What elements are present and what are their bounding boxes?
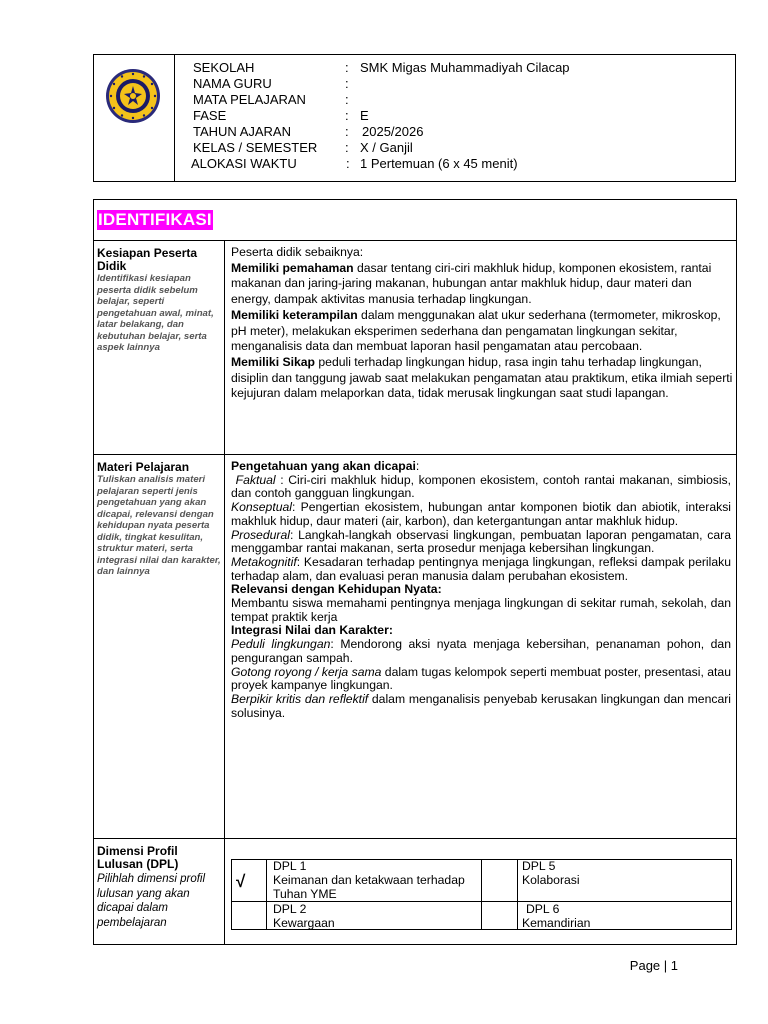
divider	[93, 240, 737, 241]
dpl-5-code: DPL 5	[522, 859, 556, 873]
header-row-value: 1 Pertemuan (6 x 45 menit)	[360, 156, 518, 171]
dpl-2-code: DPL 2	[273, 902, 307, 916]
header-row-colon: :	[345, 124, 349, 139]
kesiapan-point-3	[231, 355, 734, 402]
dpl-col-divider	[266, 859, 267, 930]
materi-relevansi: Membantu siswa memahami pentingnya menjaga lingkungan di sekitar rumah, sekolah, dan tempat praktik kerja	[231, 596, 731, 624]
header-row-label: FASE	[193, 108, 227, 123]
faktual-text: : Ciri-ciri makhluk hidup, komponen ekosistem, contoh rantai makanan, simbiosis, dan contoh gangguan lingkungan.	[231, 472, 732, 501]
dpl-2-name: Kewargaan	[273, 916, 335, 930]
school-logo-icon	[105, 68, 161, 124]
dpl-5-name: Kolaborasi	[522, 873, 580, 887]
dpl-1-name: Keimanan dan ketakwaan terhadap Tuhan YME	[273, 873, 465, 901]
konseptual-label: Konseptual	[231, 500, 292, 515]
kesiapan-point-1-heading: Memiliki pemahaman	[231, 260, 354, 275]
materi-heading-pengetahuan	[231, 460, 731, 474]
kesiapan-point-3-heading: Memiliki Sikap	[231, 354, 315, 369]
materi-peduli	[231, 638, 731, 665]
kesiapan-point-3-text: peduli terhadap lingkungan hidup, rasa ingin tahu terhadap lingkungan, disiplin dan tanggung jawab saat melakukan pengamatan atau praktikum, etika ilmiah seperti kejujuran dalam melaporkan data, tidak merusak lingkungan saat studi lapangan.	[231, 354, 733, 401]
dpl-6-name: Kemandirian	[522, 916, 591, 930]
header-row-colon: :	[345, 140, 349, 155]
pengetahuan-heading: Pengetahuan yang akan dicapai	[231, 459, 416, 473]
dpl-6-code: DPL 6	[526, 902, 560, 916]
gotong-royong-label: Gotong royong / kerja sama	[231, 664, 382, 679]
header-row-label: ALOKASI WAKTU	[191, 156, 297, 171]
dpl-2-checkbox[interactable]	[232, 902, 266, 929]
kesiapan-hint: Identifikasi kesiapan peserta didik sebelum belajar, seperti pengetahuan awal, minat, latar belakang, dan kebutuhan belajar, serta aspek lainnya	[97, 273, 214, 353]
section-title: IDENTIFIKASI	[98, 210, 212, 229]
dpl-6-checkbox[interactable]	[481, 902, 517, 929]
divider	[93, 454, 737, 455]
berpikir-kritis-text: dalam menganalisis penyebab kerusakan lingkungan dan mencari solusinya.	[231, 691, 732, 720]
materi-faktual	[231, 474, 731, 501]
header-row-value: SMK Migas Muhammadiyah Cilacap	[360, 60, 570, 75]
kesiapan-content	[231, 245, 734, 402]
kesiapan-point-2-heading: Memiliki keterampilan	[231, 307, 358, 322]
materi-konseptual	[231, 501, 731, 528]
header-row-label: MATA PELAJARAN	[193, 92, 306, 107]
materi-heading-integrasi	[231, 624, 731, 638]
header-row-colon: :	[345, 92, 349, 107]
page-number: Page | 1	[629, 958, 678, 973]
header-row-label: KELAS / SEMESTER	[193, 140, 318, 155]
metakognitif-text: : Kesadaran terhadap pentingnya menjaga lingkungan, refleksi dampak perilaku terhadap alam, dan evaluasi peran manusia dalam perubahan ekosistem.	[231, 554, 731, 583]
berpikir-kritis-label: Berpikir kritis dan reflektif	[231, 691, 369, 706]
kesiapan-label: Kesiapan Peserta Didik	[97, 246, 198, 273]
prosedural-text: : Langkah-langkah observasi lingkungan, pembuatan laporan pengamatan, cara menggambar rantai makanan, serta prosedur menjaga kebersihan lingkungan.	[231, 527, 731, 556]
header-row-value: X / Ganjil	[360, 140, 413, 155]
header-row-label: NAMA GURU	[193, 76, 272, 91]
kesiapan-point-2-text: dalam menggunakan alat ukur sederhana (termometer, mikroskop, pH meter), melakukan eksperimen sederhana dan pengamatan lingkungan sekitar, menganalisis data dan membuat laporan hasil pengamatan atau percobaan.	[231, 307, 721, 354]
dpl-1-code: DPL 1	[273, 859, 307, 873]
faktual-label: Faktual	[235, 472, 276, 487]
materi-heading-relevansi	[231, 583, 731, 597]
peduli-text: : Mendorong aksi nyata menjaga kebersihan, penanaman pohon, dan pengurangan sampah.	[231, 637, 731, 665]
dpl-hint: Pilihlah dimensi profil lulusan yang akan dicapai dalam pembelajaran	[97, 873, 206, 929]
header-row-label: SEKOLAH	[193, 60, 255, 75]
integrasi-heading: Integrasi Nilai dan Karakter:	[231, 623, 393, 638]
materi-label: Materi Pelajaran	[97, 460, 190, 474]
divider	[93, 838, 737, 839]
header-row-colon: :	[345, 60, 349, 75]
materi-content	[231, 460, 731, 720]
kesiapan-intro: Peserta didik sebaiknya:	[231, 245, 364, 259]
metakognitif-label: Metakognitif	[231, 554, 297, 569]
materi-metakognitif	[231, 556, 731, 583]
prosedural-label: Prosedural	[231, 527, 290, 542]
materi-prosedural	[231, 529, 731, 556]
materi-gotong-royong	[231, 666, 731, 693]
kesiapan-point-2	[231, 308, 734, 355]
kesiapan-point-1	[231, 261, 734, 308]
dpl-5-checkbox[interactable]	[481, 860, 517, 900]
header-row-label: TAHUN AJARAN	[193, 124, 291, 139]
header-row-value: 2025/2026	[362, 124, 424, 139]
dpl-col-divider	[517, 859, 518, 930]
gotong-royong-text: dalam tugas kelompok seperti membuat poster, presentasi, atau proyek kampanye lingkungan.	[231, 664, 731, 693]
materi-berpikir-kritis	[231, 693, 731, 720]
dpl-1-checkbox[interactable]: √	[236, 872, 246, 891]
dpl-label: Dimensi Profil Lulusan (DPL)	[97, 844, 179, 871]
konseptual-text: : Pengertian ekosistem, hubungan antar komponen biotik dan abiotik, interaksi makhluk hidup, daur materi (air, karbon), dan ketergantungan antar makhluk hidup.	[231, 500, 731, 528]
relevansi-heading: Relevansi dengan Kehidupan Nyata:	[231, 582, 442, 597]
pengetahuan-colon: :	[415, 459, 420, 473]
kesiapan-point-1-text: dasar tentang ciri-ciri makhluk hidup, komponen ekosistem, rantai makanan dan jaring-jaring makanan, hubungan antar makhluk hidup, daur materi dan energy, dampak aktivitas manusia terhadap lingkungan.	[231, 260, 712, 307]
header-row-colon: :	[345, 108, 349, 123]
header-row-value: E	[360, 108, 369, 123]
materi-hint: Tuliskan analisis materi pelajaran seperti jenis pengetahuan yang akan dicapai, relevansi dengan kehidupan nyata peserta didik, tingkat kesulitan, struktur materi, serta integrasi nilai dan karakter, dan lainnya	[97, 474, 221, 577]
column-divider	[224, 240, 225, 945]
peduli-label: Peduli lingkungan	[231, 637, 331, 652]
header-row-colon: :	[346, 156, 350, 171]
header-row-colon: :	[345, 76, 349, 91]
